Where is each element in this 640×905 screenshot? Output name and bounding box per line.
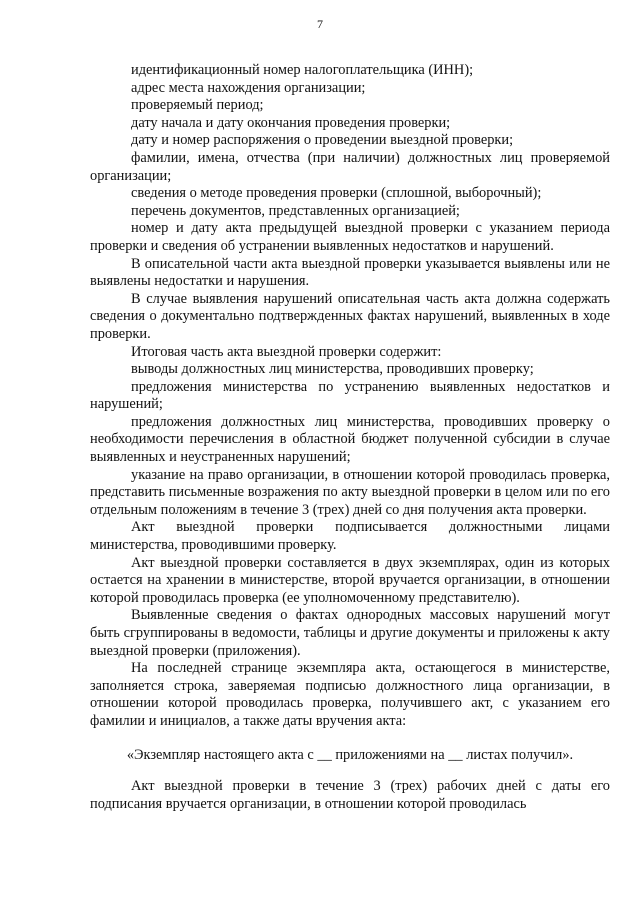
paragraph: предложения министерства по устранению выявленных недостатков и нарушений;: [90, 378, 610, 413]
paragraph: номер и дату акта предыдущей выездной проверки с указанием периода проверки и сведения об устранении выявленных недостатков и нарушений.: [90, 220, 610, 254]
paragraph: Акт выездной проверки в течение 3 (трех) рабочих дней с даты его подписания вручается организации, в отношении которой проводилась: [90, 778, 610, 812]
paragraph: Акт выездной проверки составляется в двух экземплярах, один из которых остается на хранении в министерстве, второй вручается организации, в отношении которой проводилась проверка (ее уполномоченному представителю).: [90, 554, 610, 606]
paragraph: проверяемый период;: [131, 97, 264, 114]
paragraph: сведения о методе проведения проверки (сплошной, выборочный);: [131, 185, 542, 202]
receipt-quote-line: «Экземпляр настоящего акта с __ приложениями на __ листах получил».: [126, 746, 574, 763]
page-number: 7: [317, 17, 323, 31]
paragraph: указание на право организации, в отношении которой проводилась проверка, представить письменные возражения по акту выездной проверки в целом или по его отдельным положениям в течение 3 (трех) дней со дня получения акта проверки.: [90, 466, 610, 518]
paragraph: выводы должностных лиц министерства, проводивших проверку;: [131, 361, 534, 378]
paragraph: перечень документов, представленных организацией;: [131, 202, 460, 219]
document-body: [90, 62, 610, 813]
paragraph: дату начала и дату окончания проведения проверки;: [131, 114, 451, 131]
paragraph: Акт выездной проверки подписывается должностными лицами министерства, проводившими проверку.: [90, 519, 610, 554]
paragraph: адрес места нахождения организации;: [131, 79, 366, 96]
paragraph: фамилии, имена, отчества (при наличии) должностных лиц проверяемой организации;: [90, 149, 610, 184]
paragraph: В случае выявления нарушений описательная часть акта должна содержать сведения о документально подтвержденных фактах нарушений, выявленных в ходе проверки.: [90, 290, 610, 342]
paragraph: В описательной части акта выездной проверки указывается выявлены или не выявлены недостатки и нарушения.: [90, 255, 610, 290]
paragraph: Итоговая часть акта выездной проверки содержит:: [131, 343, 442, 360]
paragraph: дату и номер распоряжения о проведении выездной проверки;: [131, 132, 514, 149]
paragraph: предложения должностных лиц министерства, проводивших проверку о необходимости перечисления в областной бюджет полученной субсидии в случае выявленных и неустраненных нарушений;: [90, 413, 610, 466]
paragraph: Выявленные сведения о фактах однородных массовых нарушений могут быть сгруппированы в ведомости, таблицы и другие документы и приложены к акту выездной проверки (приложения).: [90, 607, 610, 659]
paragraph: На последней странице экземпляра акта, остающегося в министерстве, заполняется строка, заверяемая подписью должностного лица организации, в отношении которой проводилась проверка, получившего акт, с указанием его фамилии и инициалов, а также даты вручения акта:: [90, 660, 610, 729]
paragraph: идентификационный номер налогоплательщика (ИНН);: [131, 62, 474, 78]
